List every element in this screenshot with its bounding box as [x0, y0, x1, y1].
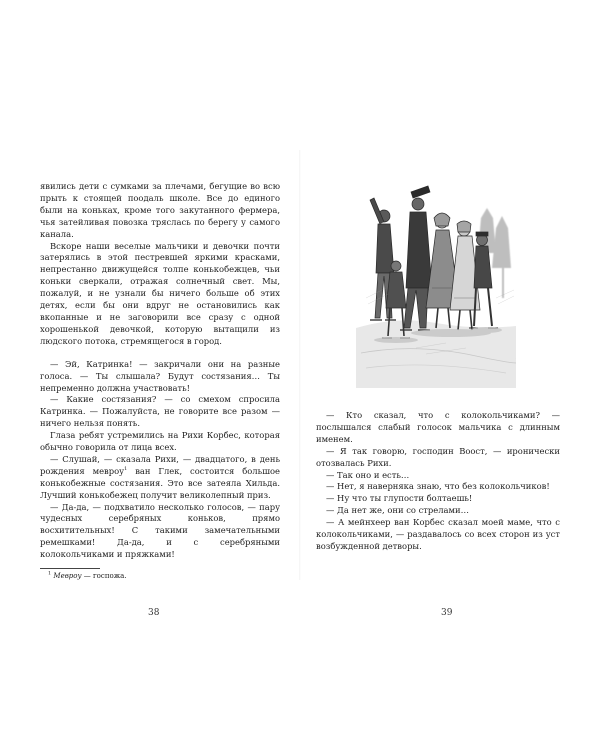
- footnote-rule: [40, 568, 100, 569]
- skaters-illustration: [356, 178, 516, 388]
- left-page: [40, 181, 280, 581]
- right-paragraph-4: — Нет, я наверняка знаю, что без колокольчиков!: [326, 481, 550, 492]
- footnote-mark: 1: [48, 570, 52, 577]
- right-paragraph-5: — Ну что ты глупости болтаешь!: [326, 493, 473, 504]
- page-number-left: 38: [148, 608, 160, 618]
- left-paragraph-2: Вскоре наши веселые мальчики и девочки почти затерялись в этой пестревшей яркими красками, непрестанно движущейся толпе конькобежцев, чьи коньки сверкали, отражая солнечный свет. Мы, пожалуй, и не узнали бы ничего больше об этих детях, если бы они вдруг не остановились как вкопанные и не заговорили все сразу с одной хорошенькой девочкой, которую вытащили из людского потока, стремящегося в город.: [40, 240, 280, 346]
- footnote: [40, 572, 280, 581]
- footnote-reference: 1: [124, 466, 128, 473]
- gutter-shadow: [299, 150, 301, 580]
- left-paragraph-3: — Эй, Катринка! — закричали они на разные голоса. — Ты слышала? Будут состязания… Ты непременно должна участвовать!: [40, 358, 280, 393]
- left-paragraph-6: [40, 454, 280, 502]
- right-paragraph-1: — Кто сказал, что с колокольчиками? — послышался слабый голосок мальчика с длинным именем.: [316, 410, 560, 444]
- right-paragraph-7: — А мейнхеер ван Корбес сказал моей маме, что с колокольчиками, — раздавалось со всех сторон из уст возбужденной детворы.: [316, 517, 560, 551]
- left-paragraph-5: Глаза ребят устремились на Рихи Корбес, которая обычно говорила от лица всех.: [40, 430, 280, 453]
- left-paragraph-6-text: — Слушай, — сказала Рихи, — двадцатого, в день рождения меврoу: [40, 453, 280, 476]
- left-paragraph-7: — Да-да, — подхватило несколько голосов, — пару чудесных серебряных коньков, прямо восхитительных! С такими замечательными ремешками! Да-да, и с серебряными колокольчиками и пряжками!: [40, 501, 280, 560]
- right-paragraph-3: — Так оно и есть…: [326, 469, 410, 480]
- right-paragraph-6: — Да нет же, они со стрелами…: [326, 505, 470, 516]
- left-paragraph-1: явились дети с сумками за плечами, бегущие во всю прыть к стоящей поодаль школе. Все до единого были на коньках, кроме того закутанного фермера, чья затейливая повозка тряслась по берегу у самого канала.: [40, 181, 280, 239]
- footnote-term: Меврoу: [53, 572, 82, 581]
- left-paragraph-6-cont: ван Глек, состоится большое конькобежные состязания. Это все затеяла Хильда. Лучший конькобежец получит великолепный приз.: [40, 465, 280, 500]
- left-paragraph-4: — Какие состязания? — со смехом спросила Катринка. — Пожалуйста, не говорите все разом — ничего нельзя понять.: [40, 394, 280, 429]
- right-paragraph-2: — Я так говорю, господин Воост, — иронически отозвалась Рихи.: [316, 445, 560, 468]
- page-number-right: 39: [441, 608, 453, 618]
- footnote-text: — госпожа.: [81, 572, 127, 581]
- right-page: [316, 410, 560, 553]
